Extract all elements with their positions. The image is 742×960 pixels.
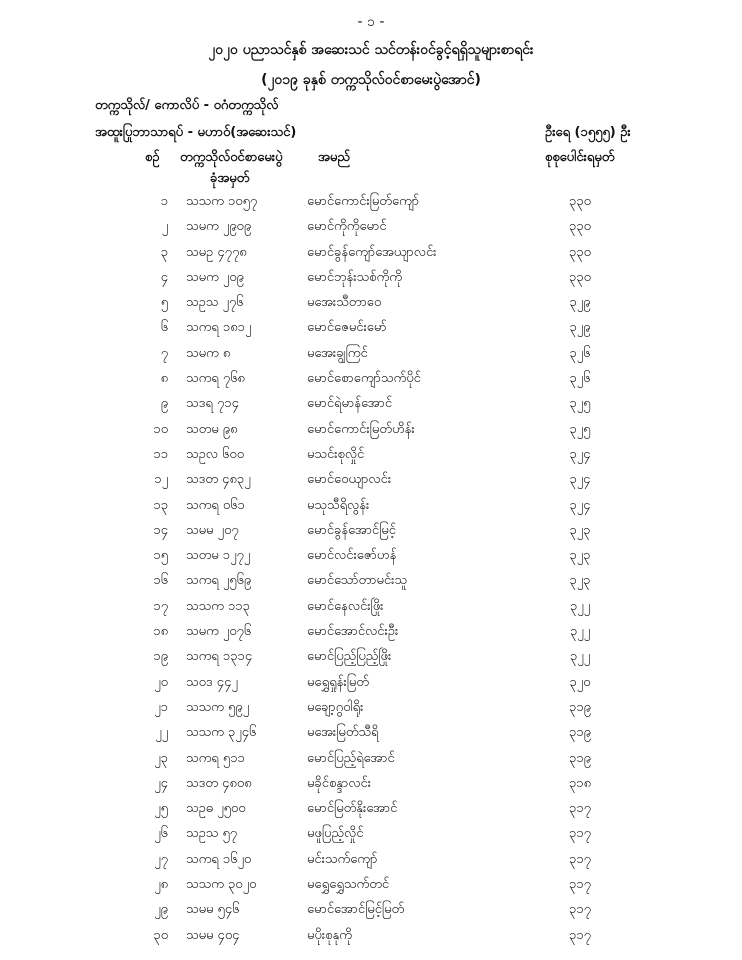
roll-number: သဒတ ၄၈၀၈ bbox=[186, 775, 252, 791]
total-marks: ၃၃၀ bbox=[569, 194, 591, 209]
table-row bbox=[0, 872, 742, 897]
roll-number: သမက ၂၉၀၉ bbox=[186, 219, 252, 235]
table-row bbox=[0, 417, 742, 442]
student-name: မသုသီရိလွန်း bbox=[307, 497, 370, 513]
table-row bbox=[0, 290, 742, 315]
row-number: ၂၂ bbox=[155, 725, 168, 741]
total-marks: ၃၁၇ bbox=[569, 826, 591, 842]
table-row bbox=[0, 442, 742, 467]
total-marks: ၃၂၅ bbox=[569, 396, 591, 412]
row-number: ၁၂ bbox=[154, 472, 168, 488]
row-number: ၁၇ bbox=[153, 598, 168, 614]
student-name: မောင်လင်းဇော်ဟန် bbox=[307, 548, 397, 564]
row-number: ၁၈ bbox=[153, 624, 168, 640]
row-number: ၂၈ bbox=[154, 877, 168, 893]
student-name: မပိုးစုနုကို bbox=[307, 927, 352, 943]
student-name: မသင်းစုလှိုင် bbox=[307, 446, 365, 462]
total-marks: ၃၃၀ bbox=[569, 244, 591, 260]
roll-number: သဒရ ၇၁၄ bbox=[186, 396, 239, 412]
column-header-roll: တက္ကသိုလ်ဝင်စာမေးပွဲ bbox=[180, 150, 283, 165]
column-header-no: စဉ် bbox=[145, 150, 160, 165]
page-number: - ၁ - bbox=[357, 14, 385, 30]
student-name: မရွှေရွှေသက်တင် bbox=[307, 877, 390, 893]
student-name: မောင်သော်တာမင်းသူ bbox=[307, 573, 408, 589]
row-number: ၁၄ bbox=[153, 522, 168, 538]
table-row bbox=[0, 366, 742, 391]
document-title: ၂၀၂၀ ပညာသင်နှစ် အဆေးသင် သင်တန်းဝင်ခွင့်ရရှိသူများစာရင်း bbox=[208, 42, 534, 58]
student-name: မောင်ဘုန်းသစ်ကိုကို bbox=[307, 269, 402, 285]
student-name: မောင်ရဲမာန်အောင် bbox=[307, 396, 393, 412]
row-number: ၂ bbox=[161, 219, 168, 235]
student-name: မောင်ကောင်းမြတ်ဟိန်း bbox=[307, 421, 415, 437]
student-name: မောင်အောင်လင်းဦး bbox=[307, 624, 399, 640]
roll-number: သကရ ၀၆၁ bbox=[186, 497, 245, 513]
student-name: မခိုင်စန္ဒာလင်း bbox=[307, 775, 372, 791]
student-name: မဖူပြည့်လှိုင် bbox=[307, 826, 364, 842]
column-header-marks: စုစုပေါင်းရမှတ် bbox=[545, 150, 615, 165]
total-marks: ၃၃၀ bbox=[569, 219, 591, 235]
student-name: မောင်အောင်မြင့်မြတ် bbox=[307, 902, 405, 918]
total-marks: ၃၁၉ bbox=[569, 725, 591, 741]
table-row bbox=[0, 771, 742, 796]
row-number: ၁ bbox=[160, 194, 168, 209]
total-marks: ၃၁၇ bbox=[569, 801, 591, 817]
roll-number: သသက ၃၀၂၀ bbox=[186, 877, 257, 893]
student-name: မအေးသီတာဝေ bbox=[307, 295, 382, 311]
table-row bbox=[0, 720, 742, 745]
row-number: ၂၀ bbox=[154, 674, 168, 690]
student-name: မောင်ကိုကိုမောင် bbox=[307, 219, 387, 235]
roll-number: သသက ၁၁၃ bbox=[186, 598, 250, 614]
student-name: မအေးမြတ်သီရိ bbox=[307, 725, 379, 741]
total-marks: ၃၁၈ bbox=[568, 775, 592, 791]
row-number: ၁၃ bbox=[153, 497, 168, 513]
total-marks: ၃၂၉ bbox=[569, 295, 591, 311]
student-name: မောင်ကောင်းမြတ်ကျော် bbox=[307, 194, 420, 209]
total-marks: ၃၂၆ bbox=[569, 345, 591, 361]
table-row bbox=[0, 695, 742, 720]
roll-number: သမမ ၅၄၆ bbox=[186, 902, 240, 918]
total-marks: ၃၂၄ bbox=[569, 446, 591, 462]
table-row bbox=[0, 644, 742, 669]
table-row bbox=[0, 897, 742, 922]
row-number: ၂၇ bbox=[154, 851, 168, 867]
row-number: ၅ bbox=[160, 295, 168, 311]
student-name: မောင်ပြည့်ပြည့်ဖြိုး bbox=[307, 649, 392, 665]
roll-number: သကရ ၅၁၁ bbox=[186, 750, 245, 766]
table-row bbox=[0, 391, 742, 416]
total-marks: ၃၁၇ bbox=[569, 902, 591, 918]
total-marks: ၃၂၆ bbox=[569, 371, 591, 387]
total-marks: ၃၁၉ bbox=[569, 699, 591, 715]
roll-number: သဥသ ၅၇ bbox=[186, 826, 238, 842]
table-row bbox=[0, 189, 742, 214]
roll-number: သသက ၅၉၂ bbox=[186, 699, 250, 715]
row-number: ၂၉ bbox=[154, 902, 168, 918]
roll-number: သကရ ၂၅၆၉ bbox=[186, 573, 252, 589]
total-marks: ၃၂၄ bbox=[569, 497, 591, 513]
student-name: မရွှေရှုန်းမြတ် bbox=[307, 674, 369, 690]
student-name: မောင်ပြည့်ရဲအောင် bbox=[307, 750, 395, 766]
row-number: ၁၆ bbox=[153, 573, 168, 589]
student-name: မောင်ဝေယျာလင်း bbox=[307, 472, 392, 488]
row-number: ၁၁ bbox=[153, 446, 168, 462]
row-number: ၄ bbox=[160, 269, 168, 285]
total-marks: ၃၂၂ bbox=[569, 624, 591, 640]
row-number: ၂၆ bbox=[154, 826, 168, 842]
total-marks: ၃၁၇ bbox=[569, 851, 591, 867]
roll-number: သကရ ၁၃၁၄ bbox=[186, 649, 253, 665]
roll-number: သတမ ၉၈ bbox=[186, 421, 238, 437]
roll-number: သဥလ ၆၀၀ bbox=[186, 446, 245, 462]
table-row bbox=[0, 315, 742, 340]
university-line: တက္ကသိုလ်/ ကောလိပ် - ဝဂံတက္ကသိုလ် bbox=[95, 98, 279, 113]
table-row bbox=[0, 341, 742, 366]
roll-number: သကရ ၇၆၈ bbox=[186, 371, 245, 387]
roll-number: သသက ၁၀၅၇ bbox=[186, 194, 258, 209]
roll-number: သကရ ၁၆၂၀ bbox=[186, 851, 252, 867]
table-row bbox=[0, 746, 742, 771]
table-row bbox=[0, 568, 742, 593]
row-number: ၆ bbox=[160, 320, 168, 336]
table-row bbox=[0, 467, 742, 492]
total-marks: ၃၁၉ bbox=[569, 750, 591, 766]
table-row bbox=[0, 518, 742, 543]
row-number: ၃၀ bbox=[153, 927, 168, 943]
results-table bbox=[0, 189, 742, 948]
table-row bbox=[0, 923, 742, 948]
row-number: ၁၀ bbox=[153, 421, 168, 437]
student-name: မောင်နေလင်းဖြိုး bbox=[307, 598, 384, 614]
total-marks: ၃၂၃ bbox=[569, 522, 591, 538]
total-count: ဦးရေ (၁၅၅၅) ဦး bbox=[545, 125, 631, 140]
roll-number: သမမ ၄၀၄ bbox=[186, 927, 240, 943]
row-number: ၁၉ bbox=[153, 649, 168, 665]
roll-number: သဥဓ ၂၅၀၀ bbox=[186, 801, 246, 817]
student-name: မောင်ခွန်ကျော်အေယျာလင်း bbox=[307, 244, 437, 260]
total-marks: ၃၂၉ bbox=[569, 320, 591, 336]
total-marks: ၃၂၂ bbox=[569, 598, 591, 614]
total-marks: ၃၂၃ bbox=[569, 548, 591, 564]
total-marks: ၃၂၅ bbox=[569, 421, 591, 437]
table-row bbox=[0, 821, 742, 846]
roll-number: သတမ ၁၂၇၂ bbox=[186, 548, 251, 564]
column-header-roll-line2: ခုံအမှတ် bbox=[210, 171, 250, 186]
total-marks: ၃၁၇ bbox=[569, 927, 591, 943]
table-row bbox=[0, 214, 742, 239]
table-row bbox=[0, 265, 742, 290]
roll-number: သမမ ၂၀၇ bbox=[186, 522, 239, 538]
roll-number: သမက ၂၀၉ bbox=[186, 269, 244, 285]
table-row bbox=[0, 543, 742, 568]
table-row bbox=[0, 493, 742, 518]
total-marks: ၃၂၄ bbox=[569, 472, 591, 488]
student-name: မင်းသက်ကျော် bbox=[307, 851, 378, 867]
row-number: ၃ bbox=[160, 244, 168, 260]
row-number: ၂၅ bbox=[154, 801, 168, 817]
roll-number: သသက ၃၂၄၆ bbox=[186, 725, 257, 741]
total-marks: ၃၂၀ bbox=[569, 674, 591, 690]
document-subtitle: (၂၀၁၉ ခုနှစ် တက္ကသိုလ်ဝင်စာမေးပွဲအောင်) bbox=[261, 72, 481, 88]
student-name: မောင်စောကျော်သက်ပိုင် bbox=[307, 371, 421, 387]
student-name: မအေးချွကြင် bbox=[307, 345, 368, 361]
row-number: ၈ bbox=[160, 371, 168, 387]
table-row bbox=[0, 240, 742, 265]
roll-number: သမက ၂၀၇၆ bbox=[186, 624, 252, 640]
row-number: ၁၅ bbox=[153, 548, 168, 564]
row-number: ၂၄ bbox=[154, 775, 168, 791]
specialization-line: အထူးပြုဘာသာရပ် - မဟာဝ်(အဆေးသင်) bbox=[95, 125, 297, 140]
row-number: ၂၁ bbox=[154, 699, 168, 715]
table-row bbox=[0, 594, 742, 619]
row-number: ၂၃ bbox=[154, 750, 168, 766]
table-row bbox=[0, 619, 742, 644]
total-marks: ၃၁၇ bbox=[569, 877, 591, 893]
table-row bbox=[0, 847, 742, 872]
roll-number: သဥသ ၂၇၆ bbox=[186, 295, 244, 311]
row-number: ၇ bbox=[160, 345, 168, 361]
table-row bbox=[0, 796, 742, 821]
roll-number: သမက ၈ bbox=[186, 345, 231, 361]
total-marks: ၃၂၃ bbox=[569, 573, 591, 589]
row-number: ၉ bbox=[160, 396, 168, 412]
roll-number: သဝဒ ၄၄၂ bbox=[186, 674, 238, 690]
roll-number: သဒတ ၄၈၃၂ bbox=[186, 472, 251, 488]
column-header-name: အမည် bbox=[318, 150, 350, 165]
table-row bbox=[0, 670, 742, 695]
student-name: မောင်ခွန်အောင်မြင့် bbox=[307, 522, 396, 538]
total-marks: ၃၂၂ bbox=[569, 649, 591, 665]
roll-number: သကရ ၁၈၁၂ bbox=[186, 320, 252, 336]
total-marks: ၃၃၀ bbox=[569, 269, 591, 285]
roll-number: သမဥ ၄၇၇၈ bbox=[186, 244, 247, 260]
student-name: မောင်ဇေမင်းမော် bbox=[307, 320, 387, 336]
student-name: မချော့ဂွဝါရိုး bbox=[307, 699, 364, 715]
student-name: မောင်မြတ်နိုးအောင် bbox=[307, 801, 398, 817]
